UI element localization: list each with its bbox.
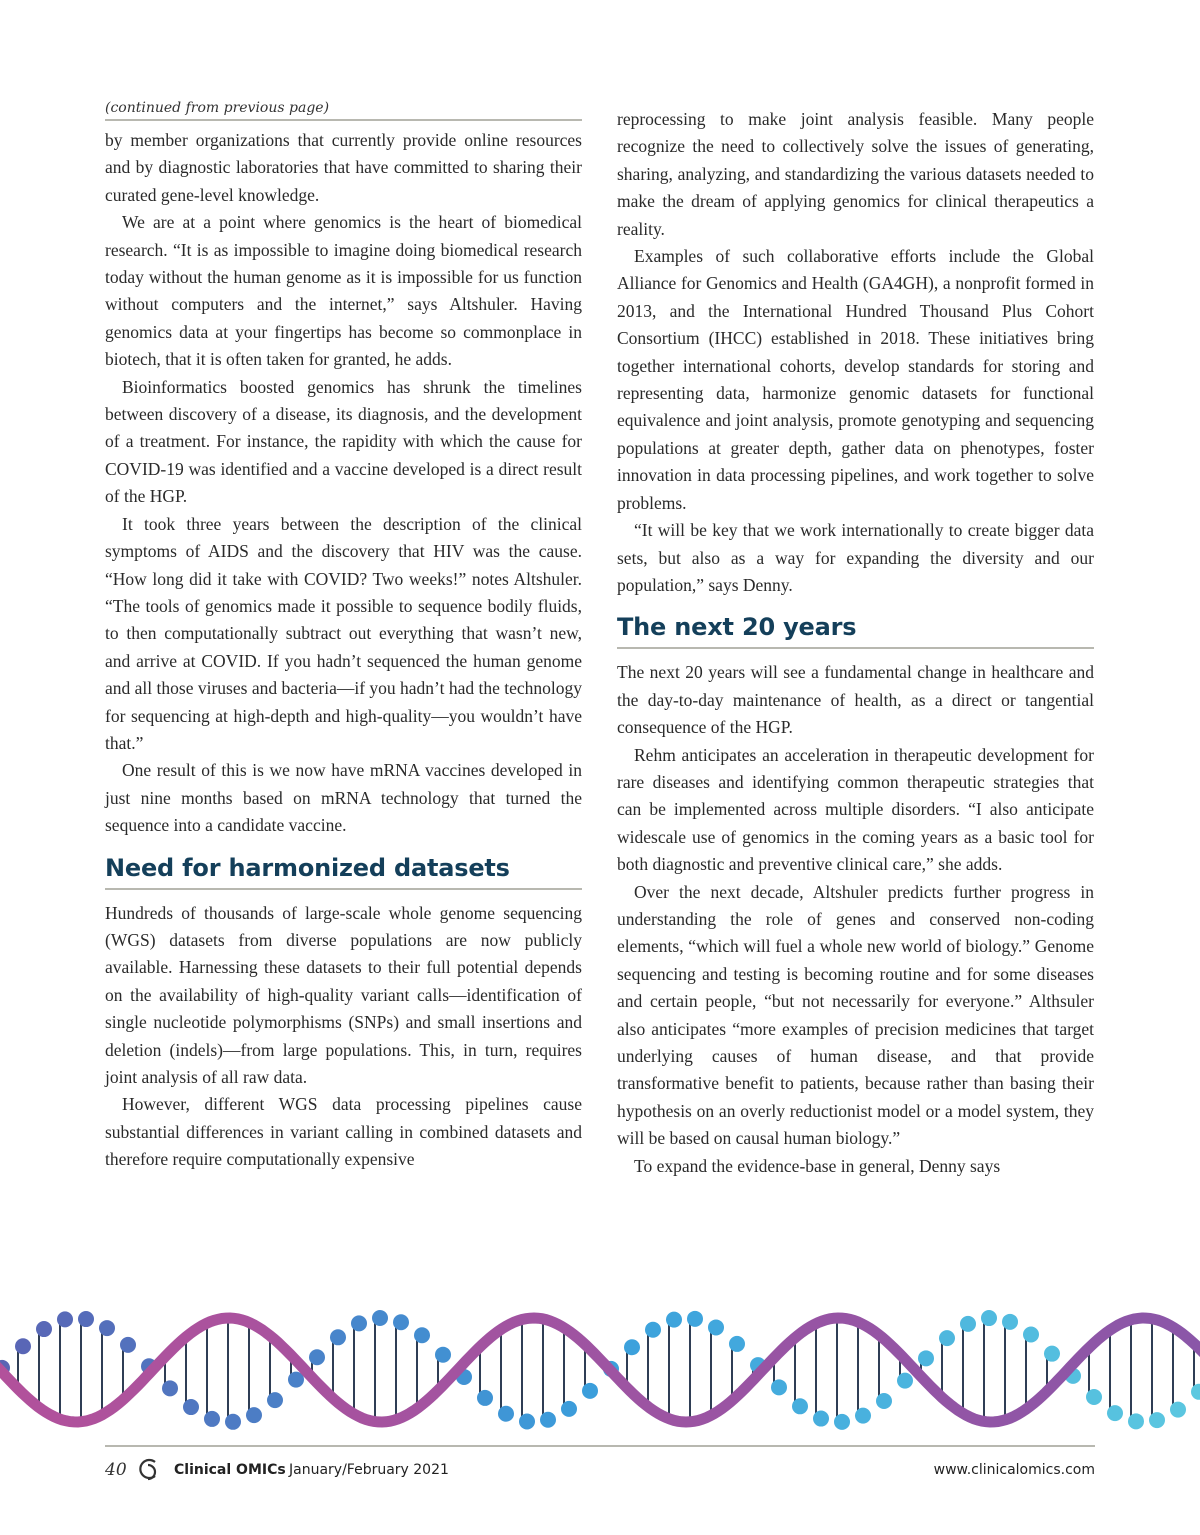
paragraph: One result of this is we now have mRNA vaccines developed in just nine months based on mRNA technology that turned the sequence into a candidate vaccine. bbox=[105, 760, 582, 836]
dna-base-dot bbox=[666, 1312, 682, 1328]
page-number: 40 bbox=[105, 1460, 127, 1480]
dna-base-dot bbox=[561, 1401, 577, 1417]
dna-base-dot bbox=[582, 1383, 598, 1399]
dna-base-dot bbox=[519, 1413, 535, 1429]
dna-base-dot bbox=[771, 1379, 787, 1395]
section-heading-next-20-years: The next 20 years bbox=[617, 613, 1094, 649]
dna-helix-illustration bbox=[0, 1290, 1200, 1450]
dna-base-dot bbox=[1002, 1314, 1018, 1330]
dna-base-dot bbox=[57, 1311, 73, 1327]
dna-base-dot bbox=[855, 1408, 871, 1424]
paragraph: “It will be key that we work internationally to create bigger data sets, but also as a way for expanding the diversity and our population,” says Denny. bbox=[617, 520, 1094, 595]
dna-base-dot bbox=[1023, 1326, 1039, 1342]
dna-base-dot bbox=[939, 1330, 955, 1346]
dna-base-dot bbox=[309, 1349, 325, 1365]
dna-base-dot bbox=[120, 1337, 136, 1353]
paragraph: We are at a point where genomics is the heart of biomedical research. “It is as impossible to imagine doing biomedical research today without the human genome as it is impossible for us function without computers and the internet,” says Altshuler. Having genomics data at your fingertips has become so commonplace in biotech, that it is often taken for granted, he adds. bbox=[105, 212, 582, 370]
paragraph: To expand the evidence-base in general, Denny says bbox=[634, 1155, 1001, 1176]
dna-base-dot bbox=[162, 1380, 178, 1396]
dna-base-dot bbox=[729, 1336, 745, 1352]
dna-base-dot bbox=[414, 1327, 430, 1343]
dna-base-dot bbox=[15, 1338, 31, 1354]
dna-base-dot bbox=[78, 1311, 94, 1327]
dna-base-dot bbox=[1149, 1412, 1165, 1428]
dna-base-dot bbox=[372, 1310, 388, 1326]
footer-rule bbox=[105, 1445, 1095, 1447]
paragraph: Examples of such collaborative efforts include the Global Alliance for Genomics and Health (GA4GH), a nonprofit formed in 2013, and the International Hundred Thousand Plus Cohort Consortium (IHCC) established in 2018. These initiatives bring together international cohorts, develop standards for storing and representing data, harmonize genomic datasets for functional equivalence and joint analysis, promote genotyping and sequencing populations at greater depth, gather data on phenotypes, foster innovation in data processing pipelines, and work together to solve problems. bbox=[617, 246, 1094, 513]
dna-base-dot bbox=[813, 1411, 829, 1427]
dna-base-dot bbox=[645, 1322, 661, 1338]
clinical-omics-logo-icon bbox=[135, 1456, 167, 1486]
paragraph: Over the next decade, Altshuler predicts further progress in understanding the role of genes and conserved non-coding elements, “which will fuel a whole new world of biology.” Genome sequencing and testing is becoming routine and for some diseases and certain people, “but not necessarily for everyone.” Althsuler also anticipates “more examples of precision medicines that target underlying causes of human disease, and that provide transformative benefit to patients, because rather than basing their hypothesis on an overly reductionist model or a model system, they will be based on causal human biology.” bbox=[617, 881, 1094, 1149]
paragraph: However, different WGS data processing pipelines cause substantial differences in variant calling in combined datasets and therefore require computationally expensive bbox=[105, 1094, 582, 1170]
right-column bbox=[617, 106, 1094, 1180]
dna-base-dot bbox=[435, 1347, 451, 1363]
dna-base-dot bbox=[498, 1406, 514, 1422]
dna-base-dot bbox=[36, 1321, 52, 1337]
dna-base-dot bbox=[183, 1399, 199, 1415]
paragraph: reprocessing to make joint analysis feasible. Many people recognize the need to collectively solve the issues of generating, sharing, analyzing, and standardizing the various datasets needed to make the dream of applying genomics for clinical therapeutics a reality. bbox=[617, 109, 1094, 239]
paragraph: Hundreds of thousands of large-scale whole genome sequencing (WGS) datasets from diverse populations are now publicly available. Harnessing these datasets to their full potential depends on the availability of high-quality variant calls—identification of single nucleotide polymorphisms (SNPs) and small insertions and deletion (indels)—from large populations. This, in turn, requires joint analysis of all raw data. bbox=[105, 902, 582, 1087]
dna-base-dot bbox=[876, 1393, 892, 1409]
left-column bbox=[105, 100, 582, 1174]
dna-base-dot bbox=[897, 1373, 913, 1389]
paragraph: It took three years between the description of the clinical symptoms of AIDS and the discovery that HIV was the cause. “How long did it take with COVID? Two weeks!” notes Altshuler. “The tools of genomics made it possible to sequence bodily fluids, to then computationally subtract out everything that wasn’t new, and arrive at COVID. If you hadn’t sequenced the human genome and all those viruses and bacteria—if you hadn’t had the technology for sequencing at high-depth and high-quality—you wouldn’t have that.” bbox=[105, 513, 582, 753]
dna-base-dot bbox=[1170, 1402, 1186, 1418]
dna-strand bbox=[0, 1318, 1200, 1422]
dna-base-dot bbox=[540, 1412, 556, 1428]
website-url: www.clinicalomics.com bbox=[933, 1462, 1095, 1478]
dna-base-dot bbox=[246, 1407, 262, 1423]
dna-base-dot bbox=[267, 1392, 283, 1408]
dna-base-dot bbox=[792, 1398, 808, 1414]
dna-base-dot bbox=[393, 1314, 409, 1330]
dna-base-dot bbox=[981, 1310, 997, 1326]
dna-base-dot bbox=[477, 1390, 493, 1406]
dna-base-dot bbox=[960, 1316, 976, 1332]
paragraph: The next 20 years will see a fundamental change in healthcare and the day-to-day maintenance of health, as a direct or tangential consequence of the HGP. bbox=[617, 662, 1094, 738]
dna-base-dot bbox=[624, 1339, 640, 1355]
paragraph: by member organizations that currently provide online resources and by diagnostic laboratories that have committed to sharing their curated gene-level knowledge. bbox=[105, 130, 582, 205]
dna-base-dot bbox=[330, 1329, 346, 1345]
dna-base-dot bbox=[225, 1414, 241, 1430]
publication-name: Clinical OMICs bbox=[174, 1462, 286, 1478]
dna-base-dot bbox=[1044, 1346, 1060, 1362]
dna-base-dot bbox=[708, 1319, 724, 1335]
dna-base-dot bbox=[687, 1311, 703, 1327]
dna-base-dot bbox=[1128, 1413, 1144, 1429]
dna-base-dot bbox=[1107, 1405, 1123, 1421]
page-footer bbox=[105, 1458, 1095, 1488]
dna-base-dot bbox=[1191, 1384, 1200, 1400]
issue-date: January/February 2021 bbox=[289, 1462, 449, 1478]
dna-base-dot bbox=[99, 1320, 115, 1336]
dna-base-dot bbox=[834, 1414, 850, 1430]
dna-base-dot bbox=[351, 1315, 367, 1331]
section-heading-harmonized-datasets: Need for harmonized datasets bbox=[105, 854, 582, 890]
dna-base-dot bbox=[918, 1350, 934, 1366]
dna-base-dot bbox=[204, 1411, 220, 1427]
continued-label: (continued from previous page) bbox=[105, 100, 582, 121]
paragraph: Rehm anticipates an acceleration in therapeutic development for rare diseases and identifying common therapeutic strategies that can be implemented across multiple disorders. “I also anticipate widescale use of genomics in the coming years as a basic tool for both diagnostic and preventive clinical care,” she adds. bbox=[617, 744, 1094, 875]
paragraph: Bioinformatics boosted genomics has shrunk the timelines between discovery of a disease, its diagnosis, and the development of a treatment. For instance, the rapidity with which the cause for COVID-19 was identified and a vaccine developed is a direct result of the HGP. bbox=[105, 376, 582, 507]
dna-base-dot bbox=[1086, 1389, 1102, 1405]
